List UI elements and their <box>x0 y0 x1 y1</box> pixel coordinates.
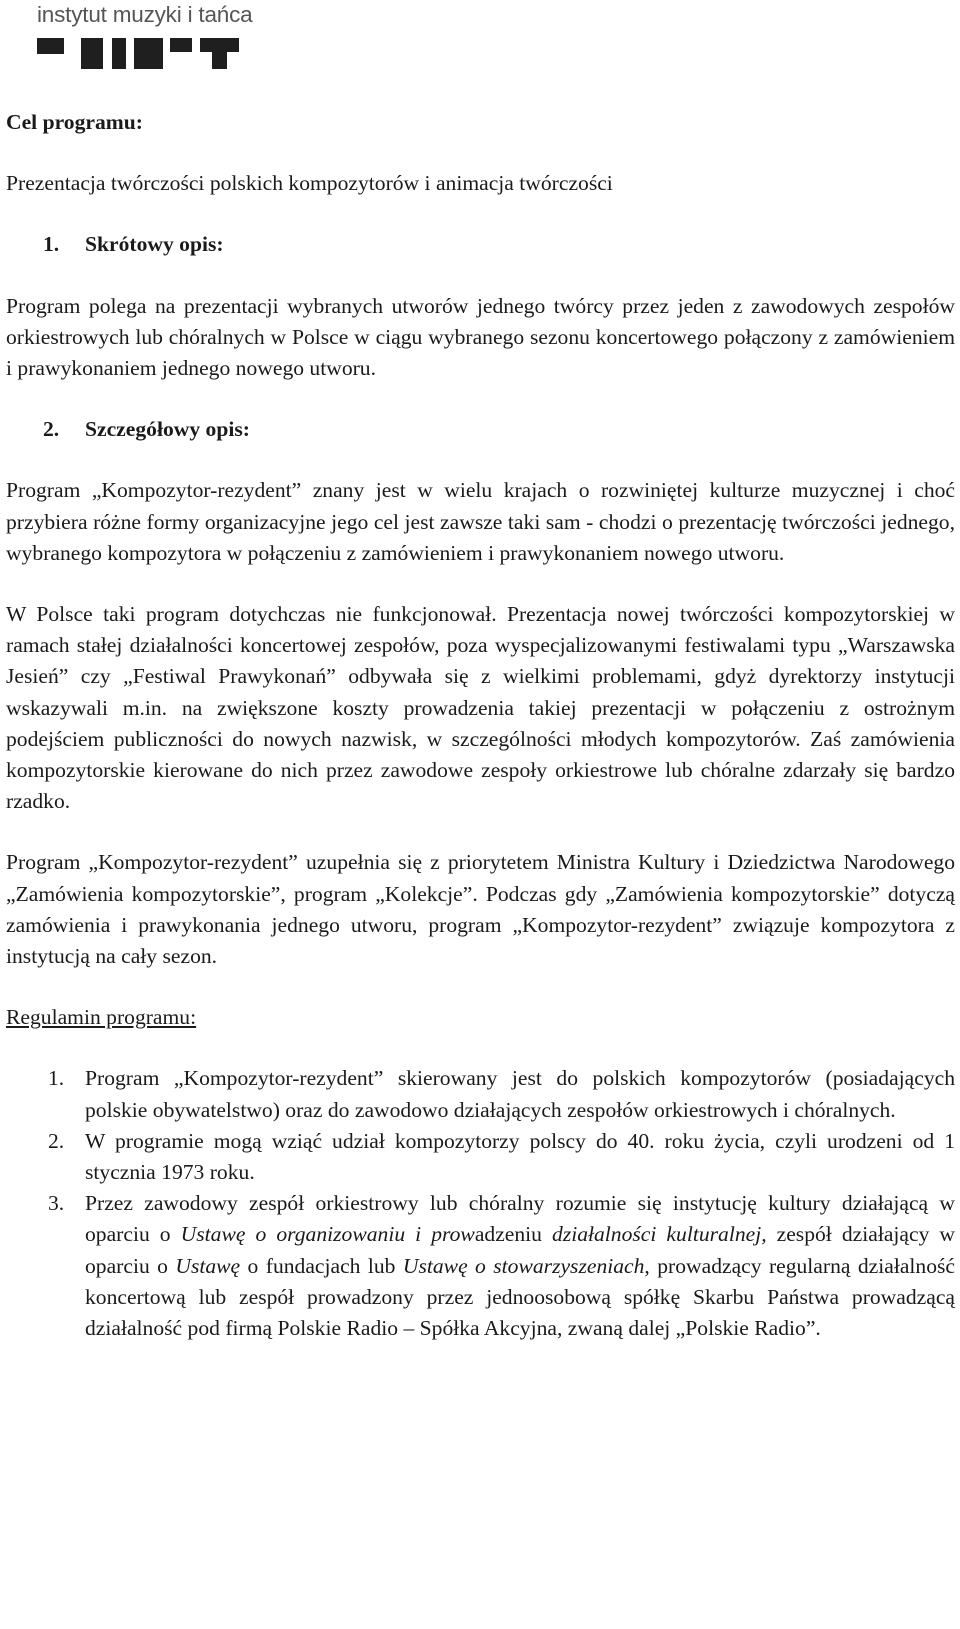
short-description-heading <box>6 229 955 260</box>
detailed-paragraph-2: W Polsce taki program dotychczas nie funkcjonował. Prezentacja nowej twórczości kompozytorskiej w ramach stałej działalności koncertowej zespołów, poza wyspecjalizowanymi festiwalami typu „Warszawska Jesień” czy „Festiwal Prawykonań” odbywała się z wielkimi problemami, gdyż dyrektorzy instytucji wskazywali m.in. na zwiększone koszty prowadzenia takiej prezentacji w połączeniu z ostrożnym podejściem publiczności do nowych nazwisk, w szczególności młodych kompozytorów. Zaś zamówienia kompozytorskie kierowane do nich przez zawodowe zespoły orkiestrowe lub chóralne zdarzały się bardzo rzadko. <box>6 602 955 814</box>
rules-list <box>6 1063 955 1344</box>
document-body <box>6 107 955 1344</box>
rule-text: W programie mogą wziąć udział kompozytorzy polscy do 40. roku życia, czyli urodzeni od 1 stycznia 1973 roku. <box>85 1128 955 1185</box>
detailed-description-number: 2. <box>43 417 60 442</box>
rule-text-part: Przez zawodowy zespół orkiestrowy lub chóralny rozumie się instytucję kultury działającą w oparciu o <box>85 1191 955 1247</box>
law-title-italic: Ustawę o stowarzyszeniach <box>402 1253 645 1278</box>
rule-item-2 <box>6 1126 955 1188</box>
rule-number: 3. <box>48 1191 65 1216</box>
rule-number: 1. <box>48 1066 65 1091</box>
logo-bars-icon <box>37 38 242 70</box>
logo-wordmark: instytut muzyki i tańca <box>37 2 253 27</box>
rule-text-part: adzeniu <box>474 1222 553 1247</box>
rules-heading: Regulamin programu: <box>6 1005 197 1030</box>
rule-text <box>85 1191 955 1340</box>
detailed-description-heading <box>6 414 955 445</box>
rule-text: Program „Kompozytor-rezydent” skierowany jest do polskich kompozytorów (posiadających polskie obywatelstwo) oraz do zawodowo działających zespołów orkiestrowych i chóralnych. <box>85 1066 955 1122</box>
detailed-description-title: Szczegółowy opis: <box>85 417 250 442</box>
detailed-paragraph-3: Program „Kompozytor-rezydent” uzupełnia się z priorytetem Ministra Kultury i Dziedzictwa Narodowego „Zamówienia kompozytorskie”, program „Kolekcje”. Podczas gdy „Zamówienia kompozytorskie” dotyczą zamówienia i prawykonania jednego utworu, program „Kompozytor-rezydent” związuje kompozytora z instytucją na cały sezon. <box>6 850 955 969</box>
goal-text: Prezentacja twórczości polskich kompozytorów i animacja twórczości <box>6 171 613 196</box>
goal-heading: Cel programu: <box>6 110 143 134</box>
rule-text-part: zespół działający w oparciu o <box>85 1222 956 1278</box>
short-description-title: Skrótowy opis: <box>85 232 224 257</box>
rule-item-1 <box>6 1063 955 1125</box>
law-title-italic: działalności kulturalnej, <box>552 1222 767 1247</box>
law-title-italic: Ustawę <box>175 1253 241 1278</box>
short-description-text: Program polega na prezentacji wybranych utworów jednego twórcy przez jeden z zawodowych zespołów orkiestrowych lub chóralnych w Polsce w ciągu wybranego sezonu koncertowego połączony z zamówieniem i prawykonaniem jednego nowego utworu. <box>6 293 955 381</box>
rule-number: 2. <box>48 1128 65 1153</box>
institute-logo <box>37 0 252 72</box>
short-description-number: 1. <box>43 232 60 257</box>
rule-text-part: o fundacjach lub <box>240 1253 403 1278</box>
law-title-italic: Ustawę o organizowaniu i prow <box>180 1222 475 1247</box>
rule-item-3 <box>6 1188 955 1344</box>
detailed-paragraph-1: Program „Kompozytor-rezydent” znany jest w wielu krajach o rozwiniętej kulturze muzycznej i choć przybiera różne formy organizacyjne jego cel jest zawsze taki sam - chodzi o prezentację twórczości jednego, wybranego kompozytora w połączeniu z zamówieniem i prawykonaniem nowego utworu. <box>6 478 955 565</box>
rule-text-part: , prowadzący regularną działalność koncertową lub zespół prowadzony przez jednoosobową spółkę Skarbu Państwa prowadzącą działalność pod firmą Polskie Radio – Spółka Akcyjna, zwaną dalej „Polskie Radio”. <box>85 1253 956 1341</box>
